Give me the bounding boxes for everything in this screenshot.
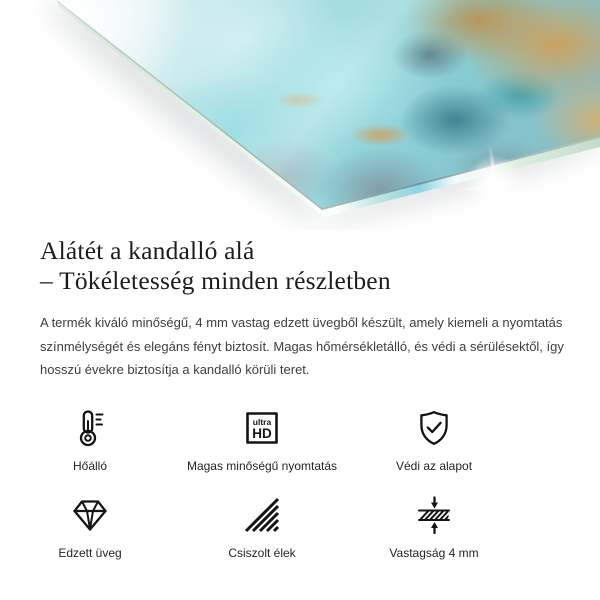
feature-label: Vastagság 4 mm [389,545,479,560]
feature-grid [4,406,600,560]
feature-label: Csiszolt élek [228,545,296,560]
ultra-hd-icon [242,406,282,450]
product-description [40,311,564,382]
feature-label: Edzett üveg [58,545,122,560]
shield-check-icon [414,406,454,450]
feature-label: Magas minőségű nyomtatás [186,458,338,473]
description-line: színmélységét és elegáns fényt biztosít. Magas hőmérsékletálló, és védi a sérülésektől, így [40,338,564,354]
sparkle-highlight [450,140,540,230]
section-title [40,236,560,296]
description-line: A termék kiváló minőségű, 4 mm vastag edzett üvegből készült, amely kiemeli a nyomtatás [40,315,563,330]
feature-label: Hőálló [72,458,108,473]
feature-protects-base [348,406,520,473]
thickness-arrows-icon [414,493,454,537]
svg-text:ultra: ultra [252,416,272,427]
product-image [0,0,600,230]
feature-heat-resistant [4,406,176,473]
feature-label: Védi az alapot [395,458,473,473]
feature-print-quality [176,406,348,473]
diamond-icon [70,493,110,537]
description-line: hosszú évekre biztosítja a kandalló körüli teret. [40,362,310,377]
section-title-line-2: – Tökéletesség minden részletben [40,266,391,295]
feature-polished-edges [176,493,348,560]
thermometer-icon [70,406,110,450]
svg-text:HD: HD [252,425,272,441]
bevel-stripes-icon [242,493,282,537]
feature-thickness [348,493,520,560]
feature-tempered-glass [4,493,176,560]
section-title-line-1: Alátét a kandalló alá [40,236,255,265]
